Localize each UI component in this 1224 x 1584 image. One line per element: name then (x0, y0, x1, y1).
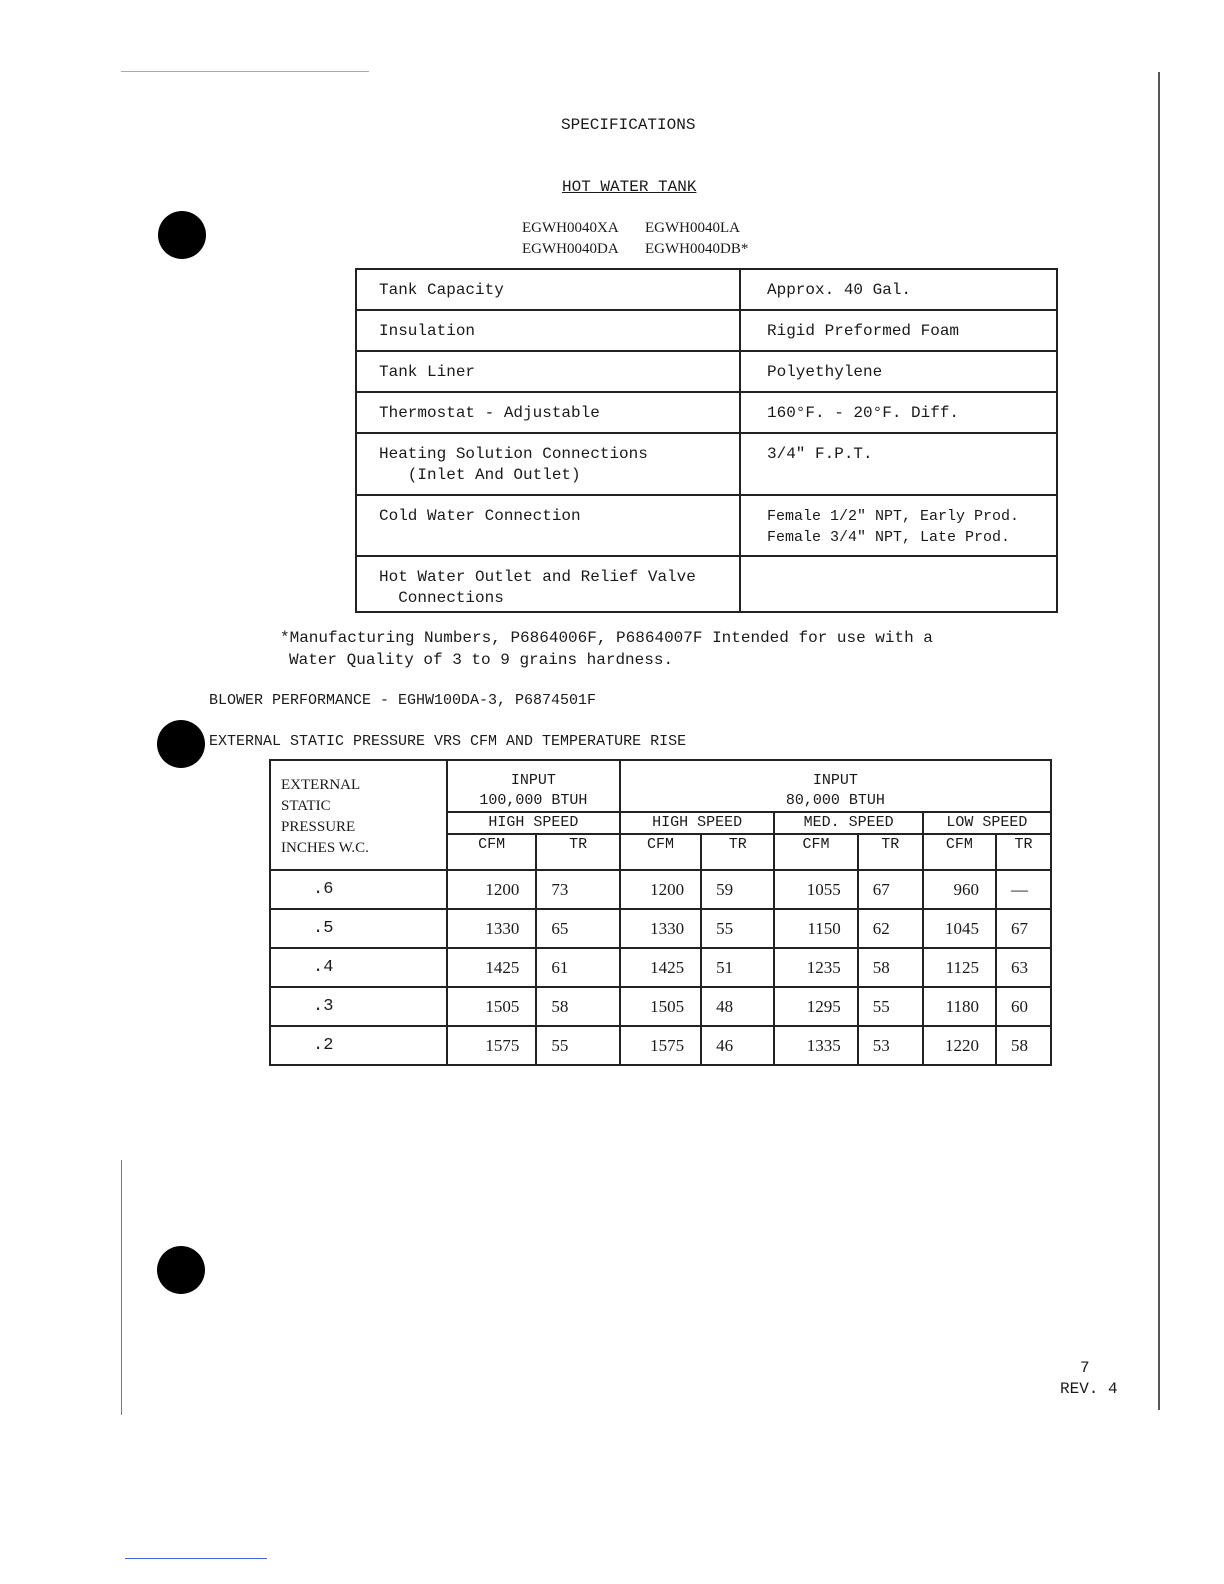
table-cell: 63 (996, 948, 1051, 987)
table-cell: 1505 (447, 987, 536, 1026)
spec-label: Tank Capacity (356, 269, 740, 310)
table-cell: 53 (858, 1026, 923, 1065)
table-row (270, 909, 1051, 948)
model-number: EGWH0040XA (522, 220, 619, 236)
table-cell: 1425 (620, 948, 701, 987)
spec-value: Rigid Preformed Foam (740, 310, 1057, 351)
spec-value: 3/4" F.P.T. (740, 433, 1057, 495)
input-value: 80,000 BTUH (785, 792, 885, 809)
speed-header: HIGH SPEED (447, 812, 620, 834)
tr-header: TR (536, 834, 619, 870)
spec-label: Hot Water Outlet and Relief Valve Connections (356, 556, 740, 612)
table-cell: 1330 (620, 909, 701, 948)
input-label: INPUT (510, 772, 556, 789)
table-cell: 58 (536, 987, 619, 1026)
input-label: INPUT (812, 772, 858, 789)
spec-value (740, 556, 1057, 612)
column-header (620, 760, 1051, 812)
table-cell: 1425 (447, 948, 536, 987)
table-cell: 1295 (774, 987, 857, 1026)
speed-header: LOW SPEED (923, 812, 1051, 834)
table-cell: 1235 (774, 948, 857, 987)
punch-hole-icon (157, 1246, 205, 1294)
spec-label: Heating Solution Connections (Inlet And Outlet) (356, 433, 740, 495)
table-cell: 51 (701, 948, 774, 987)
punch-hole-icon (158, 211, 206, 259)
cfm-header: CFM (774, 834, 857, 870)
table-row (270, 987, 1051, 1026)
blower-performance-table (269, 759, 1052, 1066)
table-cell: 58 (858, 948, 923, 987)
table-cell: 61 (536, 948, 619, 987)
table-cell: 1055 (774, 870, 857, 909)
top-edge-line (121, 71, 369, 72)
model-number: EGWH0040DB* (645, 241, 749, 257)
table-cell: .3 (270, 987, 447, 1026)
right-edge-line (1158, 72, 1160, 1410)
table-cell: 1200 (620, 870, 701, 909)
spec-label: Thermostat - Adjustable (356, 392, 740, 433)
page-number: 7 (1080, 1359, 1090, 1377)
tr-header: TR (858, 834, 923, 870)
column-header (447, 760, 620, 812)
cfm-header: CFM (923, 834, 996, 870)
table-row (356, 433, 1057, 495)
table-cell: 1125 (923, 948, 996, 987)
table-cell: .4 (270, 948, 447, 987)
table-cell: 55 (536, 1026, 619, 1065)
tr-header: TR (996, 834, 1051, 870)
table-row (270, 760, 1051, 812)
table-cell: — (996, 870, 1051, 909)
table-cell: 55 (701, 909, 774, 948)
table-cell: 1200 (447, 870, 536, 909)
footnote: *Manufacturing Numbers, P6864006F, P6864007F Intended for use with a (280, 629, 933, 647)
table-cell: 48 (701, 987, 774, 1026)
model-number: EGWH0040LA (645, 220, 740, 236)
tr-header: TR (701, 834, 774, 870)
spec-label: Cold Water Connection (356, 495, 740, 556)
table-cell: 65 (536, 909, 619, 948)
table-row (270, 948, 1051, 987)
table-cell: 960 (923, 870, 996, 909)
table-cell: 1150 (774, 909, 857, 948)
spec-value: Female 1/2" NPT, Early Prod. Female 3/4" NPT, Late Prod. (740, 495, 1057, 556)
model-number: EGWH0040DA (522, 241, 619, 257)
bottom-edge-line (125, 1558, 267, 1559)
spec-value: 160°F. - 20°F. Diff. (740, 392, 1057, 433)
footnote: Water Quality of 3 to 9 grains hardness. (289, 651, 674, 669)
table-cell: 60 (996, 987, 1051, 1026)
table-row (356, 392, 1057, 433)
spec-label: Tank Liner (356, 351, 740, 392)
spec-value: Approx. 40 Gal. (740, 269, 1057, 310)
table-cell: 67 (858, 870, 923, 909)
section-title: HOT WATER TANK (562, 178, 697, 196)
table-cell: 1575 (620, 1026, 701, 1065)
table-cell: .6 (270, 870, 447, 909)
table-cell: .2 (270, 1026, 447, 1065)
table-cell: 62 (858, 909, 923, 948)
speed-header: MED. SPEED (774, 812, 922, 834)
table-row (356, 269, 1057, 310)
table-row (356, 351, 1057, 392)
spec-label: Insulation (356, 310, 740, 351)
table-row (356, 495, 1057, 556)
table-cell: 46 (701, 1026, 774, 1065)
table-cell: 55 (858, 987, 923, 1026)
page-title: SPECIFICATIONS (561, 116, 696, 134)
table-row (270, 870, 1051, 909)
table-cell: 59 (701, 870, 774, 909)
table-cell: 67 (996, 909, 1051, 948)
table-cell: 1180 (923, 987, 996, 1026)
table-cell: 1505 (620, 987, 701, 1026)
speed-header: HIGH SPEED (620, 812, 775, 834)
tank-spec-table (355, 268, 1058, 613)
table-row (356, 556, 1057, 612)
input-value: 100,000 BTUH (479, 792, 588, 809)
cfm-header: CFM (447, 834, 536, 870)
column-header: EXTERNAL STATIC PRESSURE INCHES W.C. (270, 760, 447, 870)
table-cell: 1575 (447, 1026, 536, 1065)
revision-label: REV. 4 (1060, 1380, 1118, 1398)
table-cell: 1335 (774, 1026, 857, 1065)
blower-title: BLOWER PERFORMANCE - EGHW100DA-3, P6874501F (209, 692, 597, 709)
spec-value: Polyethylene (740, 351, 1057, 392)
left-edge-line (121, 1160, 122, 1415)
table-cell: 1330 (447, 909, 536, 948)
punch-hole-icon (157, 720, 205, 768)
table-row (356, 310, 1057, 351)
table-cell: .5 (270, 909, 447, 948)
table-cell: 58 (996, 1026, 1051, 1065)
table-cell: 1045 (923, 909, 996, 948)
table-cell: 1220 (923, 1026, 996, 1065)
table-cell: 73 (536, 870, 619, 909)
esp-title: EXTERNAL STATIC PRESSURE VRS CFM AND TEMPERATURE RISE (209, 733, 687, 750)
table-row (270, 1026, 1051, 1065)
cfm-header: CFM (620, 834, 701, 870)
